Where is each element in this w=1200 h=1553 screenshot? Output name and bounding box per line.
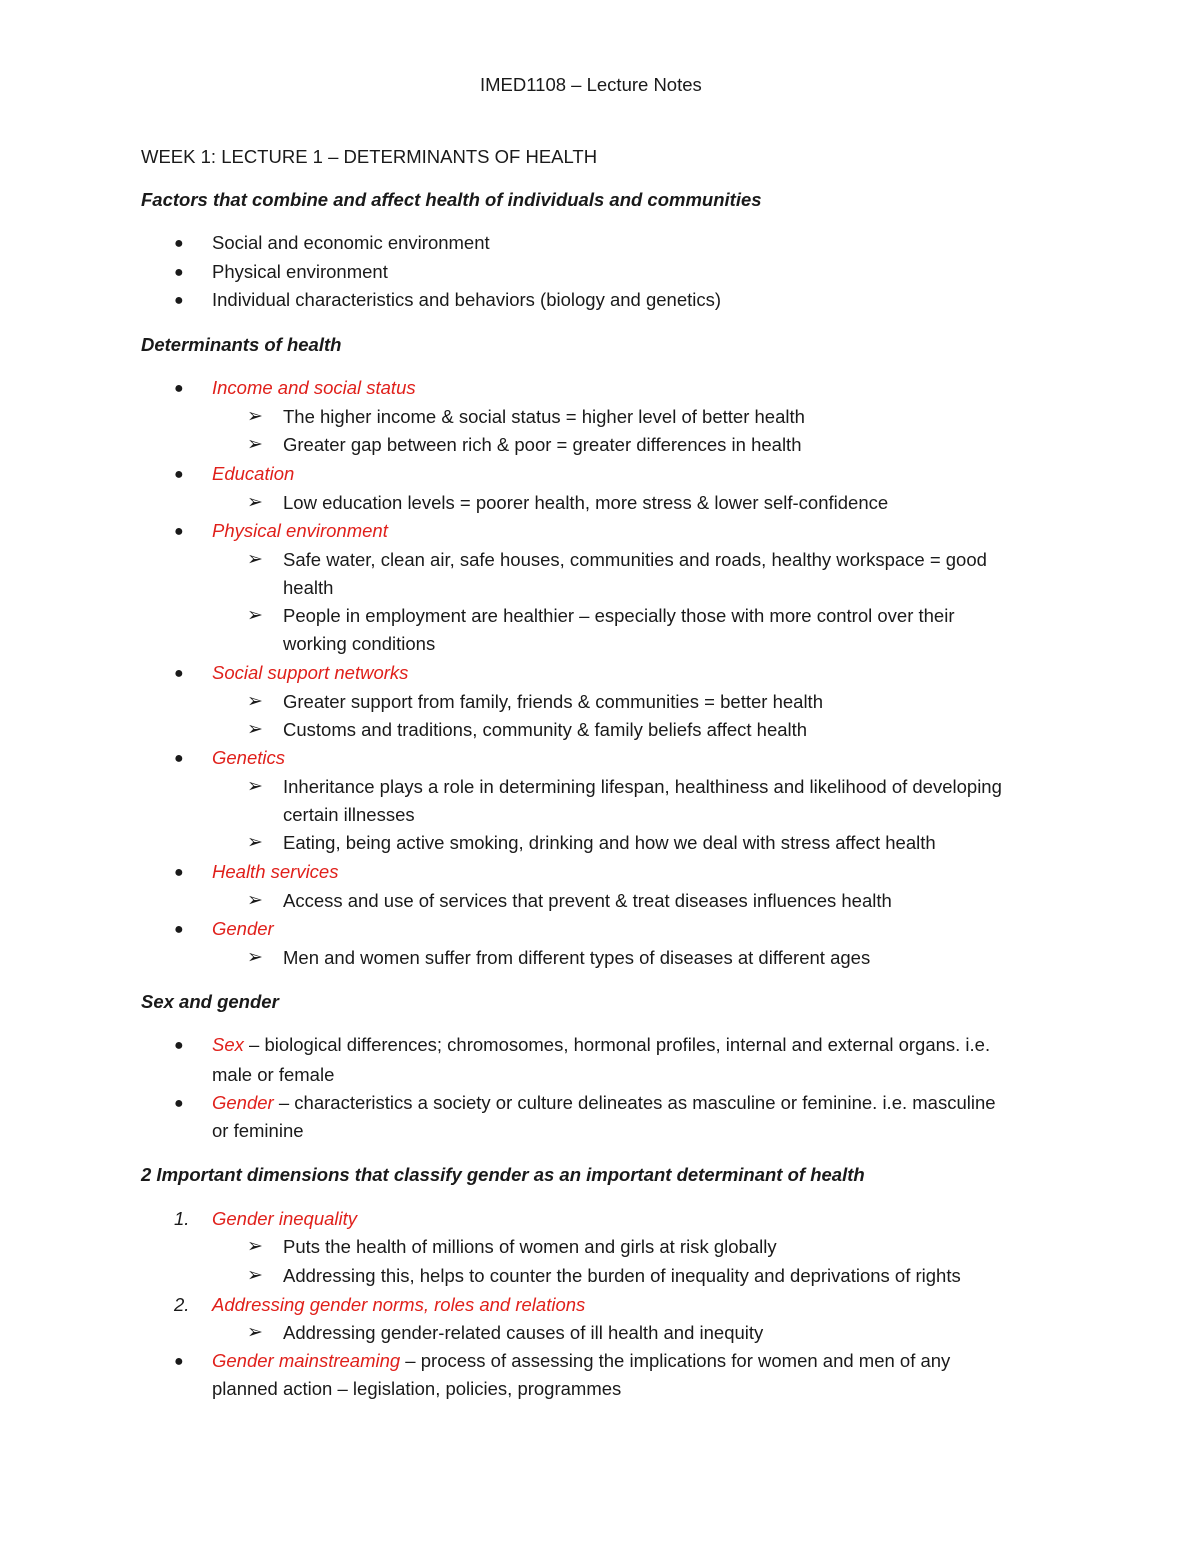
bullet-icon: ● [174,235,184,252]
bullet-icon: ● [174,292,184,309]
mainstreaming-definition [212,1352,950,1371]
document-title: IMED1108 – Lecture Notes [480,74,702,95]
dimension-title: Addressing gender norms, roles and relations [212,1294,586,1315]
gender-term: Gender [212,1092,274,1113]
bullet-icon: ● [174,264,184,281]
mainstreaming-definition-cont: planned action – legislation, policies, programmes [212,1378,622,1399]
arrow-bullet-icon: ➢ [247,492,263,513]
arrow-bullet-icon: ➢ [247,890,263,911]
week-heading: WEEK 1: LECTURE 1 – DETERMINANTS OF HEALTH [141,146,598,167]
sex-gender-heading: Sex and gender [141,991,279,1012]
mainstreaming-term: Gender mainstreaming [212,1350,401,1371]
determinant-point: The higher income & social status = higher level of better health [283,406,805,427]
bullet-icon: ● [174,1353,184,1370]
determinant-title: Income and social status [212,377,416,398]
list-number: 2. [174,1294,190,1315]
gender-definition-text: – characteristics a society or culture delineates as masculine or feminine. i.e. masculine [273,1092,996,1113]
determinant-point: certain illnesses [283,804,415,825]
arrow-bullet-icon: ➢ [247,776,263,797]
determinant-title: Genetics [212,747,286,768]
determinant-point: health [283,577,334,598]
determinant-title: Physical environment [212,520,388,541]
dimension-point: Addressing gender-related causes of ill health and inequity [283,1322,764,1343]
determinant-title: Health services [212,861,339,882]
factors-item: Social and economic environment [212,232,490,253]
mainstreaming-text: – process of assessing the implications for women and men of any [400,1350,951,1371]
gender-definition [212,1094,996,1113]
determinant-point: Customs and traditions, community & family beliefs affect health [283,719,808,740]
bullet-icon: ● [174,380,184,397]
dimensions-heading: 2 Important dimensions that classify gender as an important determinant of health [141,1164,865,1185]
determinant-point: Safe water, clean air, safe houses, communities and roads, healthy workspace = good [283,549,987,570]
determinant-point: People in employment are healthier – especially those with more control over their [283,605,955,626]
bullet-icon: ● [174,864,184,881]
sex-definition [212,1036,990,1055]
list-number: 1. [174,1208,190,1229]
bullet-icon: ● [174,1037,184,1054]
bullet-icon: ● [174,1095,184,1112]
dimension-point: Puts the health of millions of women and girls at risk globally [283,1236,777,1257]
arrow-bullet-icon: ➢ [247,832,263,853]
arrow-bullet-icon: ➢ [247,549,263,570]
gender-definition-cont: or feminine [212,1120,304,1141]
determinant-point: Low education levels = poorer health, more stress & lower self-confidence [283,492,889,513]
arrow-bullet-icon: ➢ [247,947,263,968]
arrow-bullet-icon: ➢ [247,406,263,427]
bullet-icon: ● [174,466,184,483]
arrow-bullet-icon: ➢ [247,691,263,712]
determinant-title: Gender [212,918,274,939]
arrow-bullet-icon: ➢ [247,1236,263,1257]
sex-definition-text: – biological differences; chromosomes, hormonal profiles, internal and external organs. i.e. [243,1034,991,1055]
determinant-point: Inheritance plays a role in determining lifespan, healthiness and likelihood of developing [283,776,1002,797]
determinant-title: Education [212,463,295,484]
arrow-bullet-icon: ➢ [247,434,263,455]
bullet-icon: ● [174,750,184,767]
determinant-point: Greater support from family, friends & communities = better health [283,691,823,712]
sex-term: Sex [212,1034,244,1055]
determinants-heading: Determinants of health [141,334,342,355]
factors-item: Individual characteristics and behaviors (biology and genetics) [212,289,722,310]
dimension-point: Addressing this, helps to counter the burden of inequality and deprivations of rights [283,1265,961,1286]
sex-definition-cont: male or female [212,1064,335,1085]
dimension-title: Gender inequality [212,1208,358,1229]
determinant-point: Eating, being active smoking, drinking and how we deal with stress affect health [283,832,936,853]
arrow-bullet-icon: ➢ [247,1265,263,1286]
determinant-point: working conditions [283,633,436,654]
arrow-bullet-icon: ➢ [247,719,263,740]
determinant-point: Access and use of services that prevent & treat diseases influences health [283,890,892,911]
determinant-title: Social support networks [212,662,409,683]
bullet-icon: ● [174,523,184,540]
arrow-bullet-icon: ➢ [247,1322,263,1343]
factors-item: Physical environment [212,261,388,282]
bullet-icon: ● [174,921,184,938]
arrow-bullet-icon: ➢ [247,605,263,626]
bullet-icon: ● [174,665,184,682]
determinant-point: Men and women suffer from different types of diseases at different ages [283,947,871,968]
determinant-point: Greater gap between rich & poor = greater differences in health [283,434,802,455]
factors-heading: Factors that combine and affect health of individuals and communities [141,189,762,210]
